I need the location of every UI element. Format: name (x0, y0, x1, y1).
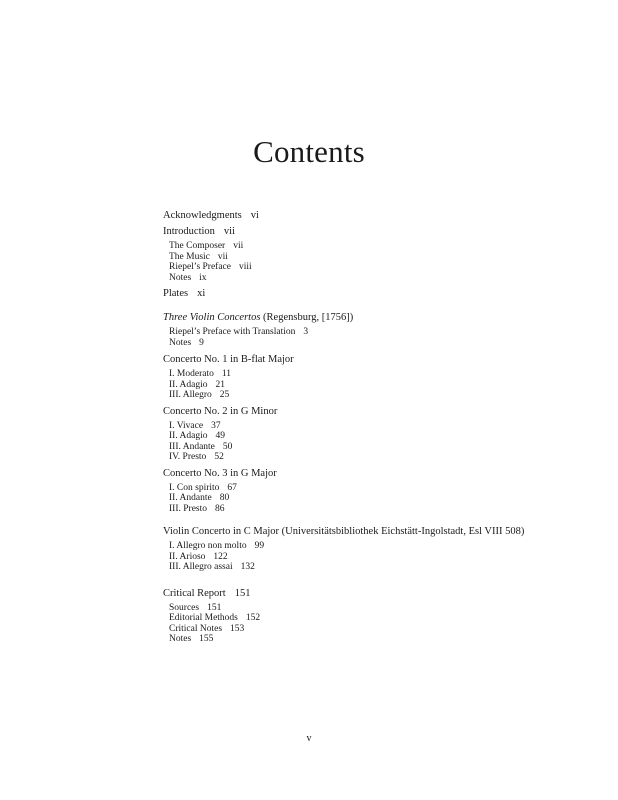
toc-subentry[interactable] (169, 483, 583, 494)
toc-subentry[interactable] (169, 603, 583, 614)
page-number: v (306, 733, 312, 744)
toc-page-number: 80 (219, 493, 230, 503)
toc-page-number: viii (239, 262, 252, 272)
toc-subentry-label: The Composer (169, 241, 226, 251)
toc-page-number: xi (197, 288, 206, 299)
toc-page-number: 153 (230, 623, 245, 634)
toc-subentry[interactable] (169, 273, 583, 284)
toc-subentry-label: Riepel’s Preface with Translation (169, 327, 296, 337)
toc-subentry-label: I. Moderato (169, 369, 214, 379)
toc-subentry-label: I. Con spirito (169, 482, 220, 493)
toc-subentry-label: Notes (169, 634, 192, 644)
toc-page-number: 151 (234, 587, 251, 599)
toc-page-number: 3 (303, 327, 309, 337)
toc-subentry[interactable] (169, 442, 583, 453)
toc-entry-acknowledgments[interactable] (163, 209, 583, 222)
table-of-contents (163, 209, 583, 645)
toc-entry-critical-report[interactable] (163, 587, 583, 600)
toc-subentry[interactable] (169, 262, 583, 273)
toc-entry-plates[interactable] (163, 287, 583, 300)
toc-subentry-label: Sources (169, 602, 200, 613)
toc-entry-concerto-3[interactable] (163, 467, 583, 480)
toc-page-number: 21 (215, 379, 226, 390)
toc-subentry-label: Riepel’s Preface (169, 262, 231, 272)
toc-subentry[interactable] (169, 338, 583, 349)
toc-subentry-label: III. Allegro assai (169, 562, 233, 572)
toc-entry-label: (Regensburg, [1756]) (263, 312, 354, 323)
toc-page-number: 25 (219, 390, 230, 400)
toc-page-number: 49 (215, 431, 226, 441)
toc-page-number: 155 (199, 634, 214, 644)
toc-subentry-label: II. Andante (169, 493, 212, 503)
toc-page-number: 86 (215, 503, 225, 514)
toc-subentry-label: III. Presto (169, 503, 207, 514)
toc-page-number: vii (223, 226, 235, 237)
toc-subentry[interactable] (169, 241, 583, 252)
toc-entry-label: Introduction (163, 226, 215, 237)
toc-subentry[interactable] (169, 421, 583, 432)
toc-subentry-label: Editorial Methods (169, 613, 238, 623)
toc-subentry[interactable] (169, 541, 583, 552)
toc-entry-label: Critical Report (163, 587, 226, 599)
toc-page-number: 152 (245, 613, 261, 623)
toc-page-number: 67 (227, 482, 237, 493)
toc-page-number: vii (233, 241, 244, 251)
toc-entry-label: Acknowledgments (163, 210, 242, 221)
toc-entry-label: Plates (163, 288, 189, 299)
toc-page-number: vii (217, 251, 228, 262)
toc-subentry[interactable] (169, 624, 583, 635)
toc-page-number: 99 (254, 541, 265, 551)
toc-entry-three-violin-concertos[interactable] (163, 311, 583, 324)
toc-subentry[interactable] (169, 613, 583, 624)
toc-subentry[interactable] (169, 390, 583, 401)
toc-page-number: ix (199, 272, 207, 283)
toc-subentry-label: I. Allegro non molto (169, 541, 247, 551)
toc-subentry-label: Notes (169, 337, 192, 348)
toc-entry-label: Concerto No. 2 in G Minor (163, 405, 278, 417)
toc-subentry[interactable] (169, 369, 583, 380)
toc-subentry[interactable] (169, 452, 583, 463)
toc-page-number: 52 (214, 452, 224, 462)
toc-subentry[interactable] (169, 252, 583, 263)
toc-entry-introduction[interactable] (163, 225, 583, 238)
toc-subentry[interactable] (169, 552, 583, 563)
toc-subentry-label: Notes (169, 272, 192, 283)
toc-entry-label: Concerto No. 3 in G Major (163, 467, 277, 479)
toc-page-number: 50 (222, 441, 233, 452)
toc-subentry[interactable] (169, 634, 583, 645)
toc-page-number: 9 (199, 337, 204, 348)
toc-entry-label: Violin Concerto in C Major (Universitätsbibliothek Eichstätt-Ingolstadt, Esl VIII 508) (163, 526, 525, 537)
toc-subentry-label: II. Adagio (169, 379, 208, 390)
toc-page-number: 132 (240, 562, 255, 572)
toc-entry-title: Three Violin Concertos (163, 312, 261, 323)
toc-subentry[interactable] (169, 431, 583, 442)
toc-subentry[interactable] (169, 327, 583, 338)
toc-entry-label: Concerto No. 1 in B-flat Major (163, 354, 294, 365)
toc-page-number: 151 (207, 602, 222, 613)
toc-subentry[interactable] (169, 562, 583, 573)
toc-subentry-label: The Music (169, 251, 210, 262)
toc-subentry-label: Critical Notes (169, 623, 223, 634)
toc-page-number: 11 (221, 369, 232, 379)
toc-subentry-label: III. Allegro (169, 390, 212, 400)
toc-subentry[interactable] (169, 493, 583, 504)
toc-subentry-label: IV. Presto (169, 452, 207, 462)
toc-subentry[interactable] (169, 504, 583, 515)
toc-subentry[interactable] (169, 380, 583, 391)
toc-subentry-label: II. Adagio (169, 431, 208, 441)
toc-page-number: 122 (213, 551, 228, 562)
page-title: Contents (253, 134, 365, 169)
toc-entry-concerto-2[interactable] (163, 405, 583, 418)
toc-entry-violin-concerto-c[interactable] (163, 525, 583, 538)
toc-page-number: 37 (211, 420, 221, 431)
toc-subentry-label: III. Andante (169, 441, 215, 452)
toc-page-number: vi (250, 210, 259, 221)
toc-subentry-label: II. Arioso (169, 551, 206, 562)
toc-entry-concerto-1[interactable] (163, 353, 583, 366)
toc-subentry-label: I. Vivace (169, 420, 204, 431)
